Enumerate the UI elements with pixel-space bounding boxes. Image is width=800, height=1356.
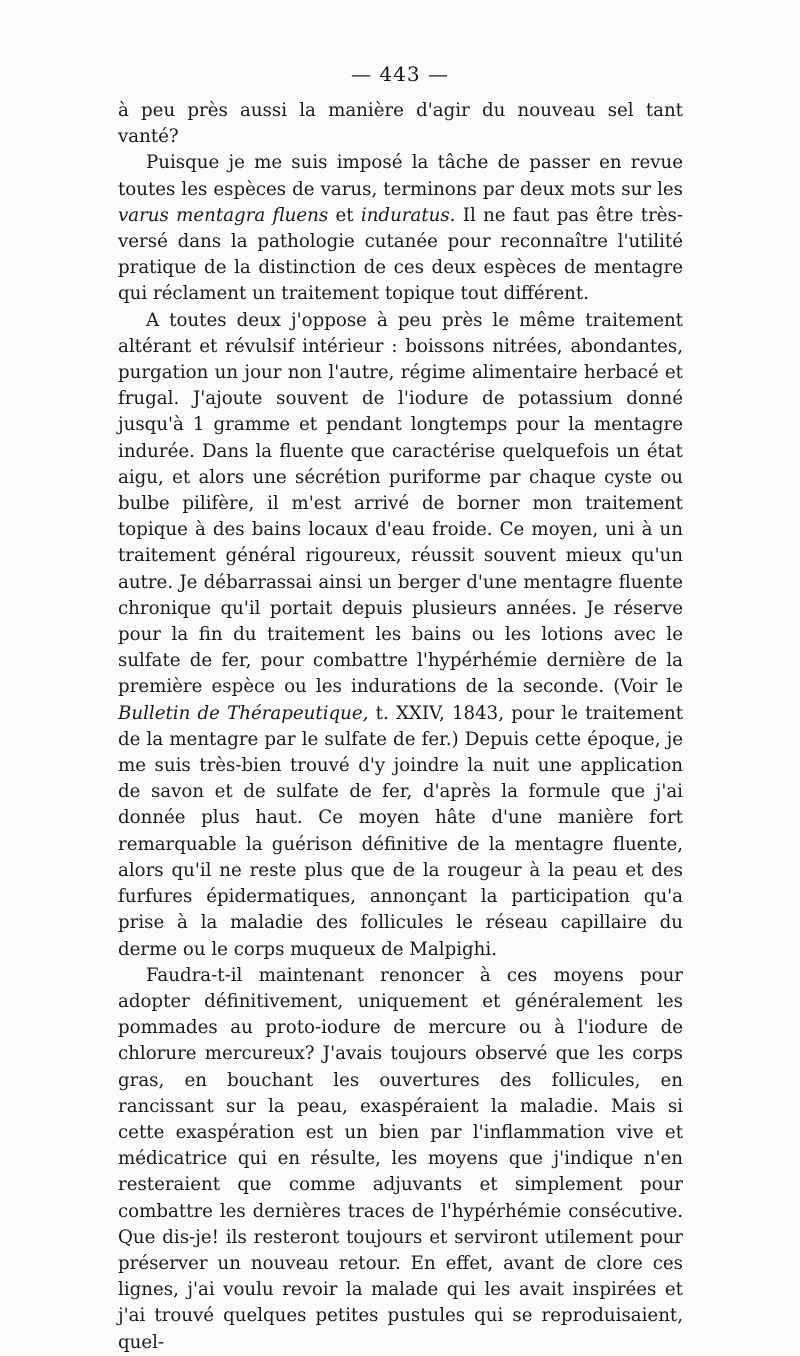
paragraph xyxy=(118,150,683,307)
text-run: Il ne faut pas être très-versé dans la pathologie cutanée pour reconnaître l'utilité pratique de la distinction de ces deux espèces de mentagre qui réclament un traitement topique tout différent. xyxy=(118,204,684,305)
text-run: t. XXIV, 1843, pour le traitement de la mentagre par le sulfate de fer.) Depuis cette époque, je me suis très-bien trouvé d'y joindre la nuit une application de savon et de sulfate de fer, d'après la formule que j'ai donnée plus haut. Ce moyen hâte d'une manière fort remarquable la guérison définitive de la mentagre fluente, alors qu'il ne reste plus que de la rougeur à la peau et des furfures épidermatiques, annonçant la participation qu'a prise à la maladie des follicules le réseau capillaire du derme ou le corps muqueux de Malpighi. xyxy=(118,702,683,960)
text-run: à peu près aussi la manière d'agir du nouveau sel tant vanté? xyxy=(118,100,683,148)
text-run: Faudra-t-il maintenant renoncer à ces moyens pour adopter définitivement, uniquement et généralement les pommades au proto-iodure de mercure ou à l'iodure de chlorure mercureux? J'avais toujours observé que les corps gras, en bouchant les ouvertures des follicules, en rancissant sur la peau, exaspéraient la maladie. Mais si cette exaspération est un bien par l'inflammation vive et médicatrice qui en résulte, les moyens que j'indique n'en resteraient que comme adjuvants et simplement pour combattre les dernières traces de l'hypérhémie consécutive. Que dis-je! ils resteront toujours et serviront utilement pour préserver un nouveau retour. En effet, avant de clore ces lignes, j'ai voulu revoir la malade qui les avait inspirées et j'ai trouvé quelques petites pustules qui se reproduisaient, quel- xyxy=(118,964,683,1353)
body-text xyxy=(118,98,683,1356)
paragraph xyxy=(118,963,683,1356)
page-number: — 443 — xyxy=(351,62,449,86)
italic-text: induratus. xyxy=(360,204,456,226)
text-run: Puisque je me suis imposé la tâche de passer en revue toutes les espèces de varus, terminons par deux mots sur les xyxy=(118,152,683,200)
italic-text: Bulletin de Thérapeutique, xyxy=(118,702,369,724)
text-run: et xyxy=(328,204,361,226)
text-run: A toutes deux j'oppose à peu près le même traitement altérant et révulsif intérieur : boissons nitrées, abondantes, purgation un jour non l'autre, régime alimentaire herbacé et frugal. J'ajoute souvent de l'iodure de potassium donné jusqu'à 1 gramme et pendant longtemps pour la mentagre indurée. Dans la fluente que caractérise quelquefois un état aigu, et alors une sécrétion puriforme par chaque cyste ou bulbe pilifère, il m'est arrivé de borner mon traitement topique à des bains locaux d'eau froide. Ce moyen, uni à un traitement général rigoureux, réussit souvent mieux qu'un autre. Je débarrassai ainsi un berger d'une mentagre fluente chronique qu'il portait depuis plusieurs années. Je réserve pour la fin du traitement les bains ou les lotions avec le sulfate de fer, pour combattre l'hypérhémie dernière de la première espèce ou les indurations de la seconde. (Voir le xyxy=(118,309,683,698)
paragraph xyxy=(118,308,683,963)
paragraph xyxy=(118,98,683,150)
italic-text: varus mentagra fluens xyxy=(118,204,329,226)
